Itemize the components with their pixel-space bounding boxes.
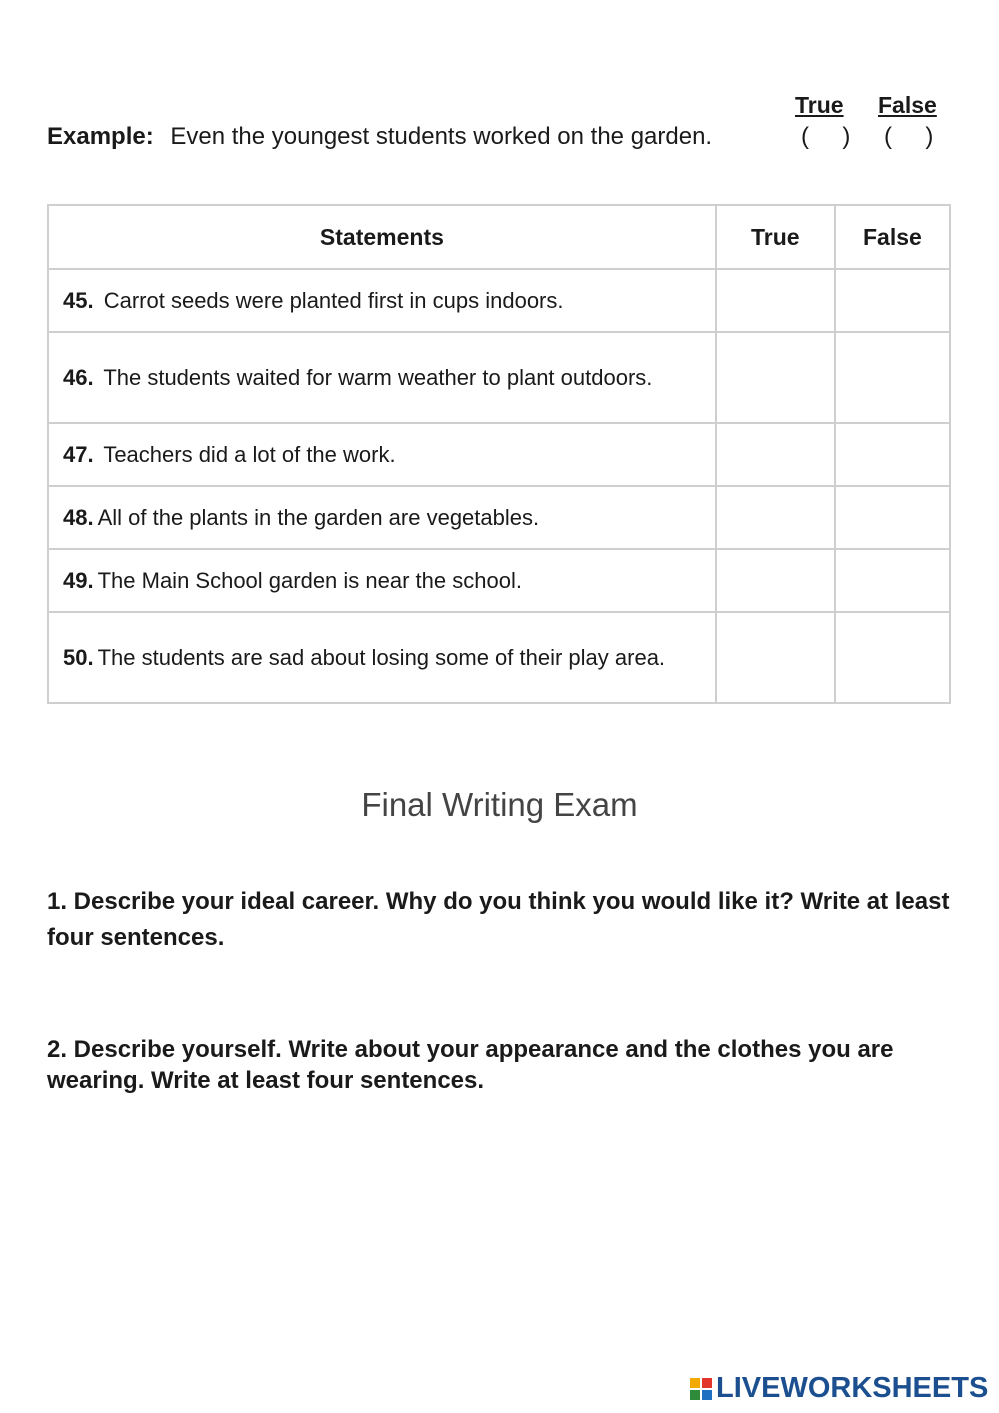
statement-text: The students are sad about losing some of their play area.	[97, 644, 666, 670]
statement-cell	[48, 612, 716, 703]
table-row	[48, 549, 950, 612]
true-answer-cell[interactable]	[716, 423, 835, 486]
statement-number: 48.	[63, 504, 94, 530]
table-row	[48, 423, 950, 486]
false-answer-cell[interactable]	[835, 486, 950, 549]
liveworksheets-logo-icon	[690, 1378, 712, 1400]
statement-text: Carrot seeds were planted first in cups indoors.	[103, 287, 564, 313]
true-answer-cell[interactable]	[716, 549, 835, 612]
statement-text: Teachers did a lot of the work.	[103, 441, 396, 467]
header-true: True	[716, 205, 835, 269]
statement-cell	[48, 549, 716, 612]
statement-text: The Main School garden is near the school.	[97, 567, 522, 593]
logo-square	[690, 1390, 700, 1400]
statement-cell	[48, 269, 716, 332]
table-row	[48, 486, 950, 549]
statement-number: 45.	[63, 287, 94, 313]
false-answer-cell[interactable]	[835, 549, 950, 612]
table-row	[48, 612, 950, 703]
logo-square	[702, 1390, 712, 1400]
true-answer-cell[interactable]	[716, 486, 835, 549]
logo-square	[690, 1378, 700, 1388]
table-row	[48, 269, 950, 332]
true-column-heading: True	[795, 92, 844, 118]
example-text: Even the youngest students worked on the garden.	[170, 123, 713, 150]
false-answer-cell[interactable]	[835, 612, 950, 703]
true-answer-cell[interactable]	[716, 612, 835, 703]
false-answer-cell[interactable]	[835, 269, 950, 332]
statement-number: 46.	[63, 364, 94, 390]
false-column-heading: False	[878, 92, 937, 118]
exam-title: Final Writing Exam	[361, 786, 638, 823]
statement-number: 47.	[63, 441, 94, 467]
example-line	[47, 123, 712, 151]
statement-text: The students waited for warm weather to plant outdoors.	[103, 364, 653, 390]
statement-number: 49.	[63, 567, 94, 593]
statement-text: All of the plants in the garden are vegetables.	[97, 504, 540, 530]
table-row	[48, 332, 950, 423]
statement-cell	[48, 332, 716, 423]
header-false: False	[835, 205, 950, 269]
example-false-blank[interactable]: ( )	[884, 123, 934, 150]
liveworksheets-brand	[690, 1372, 988, 1405]
writing-question-2: 2. Describe yourself. Write about your appearance and the clothes you are wearing. Write at least four sentences.	[47, 1036, 894, 1094]
statements-table	[47, 204, 951, 704]
statement-cell	[48, 486, 716, 549]
writing-question-1: 1. Describe your ideal career. Why do you think you would like it? Write at least four sentences.	[47, 888, 950, 951]
logo-square	[702, 1378, 712, 1388]
false-answer-cell[interactable]	[835, 332, 950, 423]
statement-cell	[48, 423, 716, 486]
statement-number: 50.	[63, 644, 94, 670]
header-statements: Statements	[48, 205, 716, 269]
true-answer-cell[interactable]	[716, 269, 835, 332]
example-true-blank[interactable]: ( )	[801, 123, 851, 150]
brand-name: LIVEWORKSHEETS	[716, 1372, 989, 1404]
example-label: Example:	[47, 123, 154, 150]
false-answer-cell[interactable]	[835, 423, 950, 486]
true-answer-cell[interactable]	[716, 332, 835, 423]
